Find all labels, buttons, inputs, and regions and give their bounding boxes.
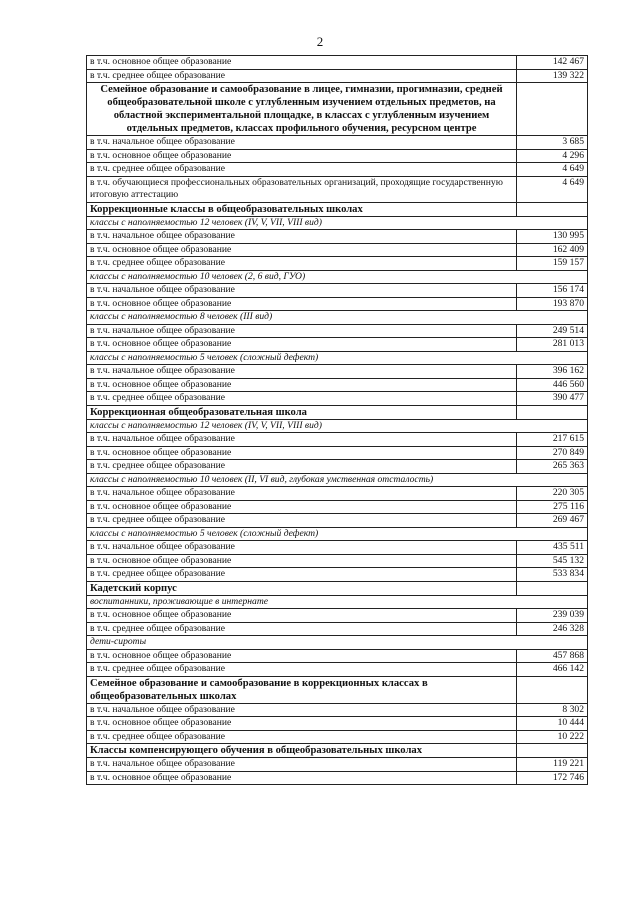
table-row — [87, 758, 588, 772]
row-value: 10 444 — [517, 717, 588, 731]
row-value: 269 467 — [517, 514, 588, 528]
row-value: 162 409 — [517, 243, 588, 257]
subsection-row — [87, 216, 588, 230]
subsection-label: классы с наполняемостью 12 человек (IV, V, VII, VIII вид) — [87, 216, 588, 230]
row-value: 8 302 — [517, 703, 588, 717]
cost-table — [86, 55, 588, 785]
row-value: 10 222 — [517, 730, 588, 744]
section-heading: Семейное образование и самообразование в лицее, гимназии, прогимназии, средней общеобразовательной школе с углубленным изучением отдельных предметов, на областной экспериментальной площадке, в классах с углубленным изучением отдельных предметов, классах профильного обучения, ресурсном центре — [87, 83, 517, 136]
table-row — [87, 257, 588, 271]
row-value — [517, 83, 588, 136]
subsection-row — [87, 595, 588, 609]
row-value: 156 174 — [517, 284, 588, 298]
row-label: в т.ч. начальное общее образование — [87, 703, 517, 717]
table-row — [87, 392, 588, 406]
row-label: в т.ч. среднее общее образование — [87, 257, 517, 271]
row-value — [517, 744, 588, 758]
row-value: 4 649 — [517, 163, 588, 177]
row-label: в т.ч. основное общее образование — [87, 717, 517, 731]
row-label: в т.ч. основное общее образование — [87, 338, 517, 352]
section-heading-row — [87, 83, 588, 136]
subsection-row — [87, 419, 588, 433]
row-label: в т.ч. основное общее образование — [87, 243, 517, 257]
table-row — [87, 338, 588, 352]
row-label: в т.ч. основное общее образование — [87, 446, 517, 460]
table-row — [87, 243, 588, 257]
row-label: в т.ч. среднее общее образование — [87, 730, 517, 744]
row-value: 275 116 — [517, 500, 588, 514]
row-label: в т.ч. основное общее образование — [87, 771, 517, 785]
table-row — [87, 771, 588, 785]
row-value: 3 685 — [517, 136, 588, 150]
row-label: в т.ч. основное общее образование — [87, 297, 517, 311]
subsection-label: воспитанники, проживающие в интернате — [87, 595, 588, 609]
table-row — [87, 176, 588, 202]
table-row — [87, 649, 588, 663]
subsection-label: дети-сироты — [87, 636, 588, 650]
table-row — [87, 69, 588, 83]
table-row — [87, 500, 588, 514]
row-value — [517, 405, 588, 419]
row-label: в т.ч. начальное общее образование — [87, 541, 517, 555]
row-label: в т.ч. начальное общее образование — [87, 365, 517, 379]
row-label: в т.ч. начальное общее образование — [87, 433, 517, 447]
subsection-label: классы с наполняемостью 5 человек (сложный дефект) — [87, 527, 588, 541]
table-row — [87, 487, 588, 501]
row-value: 270 849 — [517, 446, 588, 460]
row-label: в т.ч. среднее общее образование — [87, 69, 517, 83]
row-value: 533 834 — [517, 568, 588, 582]
subsection-label: классы с наполняемостью 8 человек (III вид) — [87, 311, 588, 325]
section-heading-row — [87, 676, 588, 703]
subsection-row — [87, 473, 588, 487]
subsection-label: классы с наполняемостью 10 человек (2, 6 вид, ГУО) — [87, 270, 588, 284]
table-row — [87, 136, 588, 150]
subsection-label: классы с наполняемостью 12 человек (IV, V, VII, VIII вид) — [87, 419, 588, 433]
table-row — [87, 663, 588, 677]
row-label: в т.ч. начальное общее образование — [87, 487, 517, 501]
table-row — [87, 297, 588, 311]
row-value: 390 477 — [517, 392, 588, 406]
subsection-label: классы с наполняемостью 5 человек (сложный дефект) — [87, 351, 588, 365]
row-label: в т.ч. среднее общее образование — [87, 568, 517, 582]
table-row — [87, 378, 588, 392]
row-label: в т.ч. среднее общее образование — [87, 460, 517, 474]
subsection-row — [87, 270, 588, 284]
table-row — [87, 622, 588, 636]
row-value — [517, 202, 588, 216]
row-value: 159 157 — [517, 257, 588, 271]
row-label: в т.ч. начальное общее образование — [87, 324, 517, 338]
row-value — [517, 676, 588, 703]
row-label: в т.ч. начальное общее образование — [87, 758, 517, 772]
table-row — [87, 433, 588, 447]
row-value: 545 132 — [517, 554, 588, 568]
row-label: в т.ч. среднее общее образование — [87, 663, 517, 677]
row-value: 281 013 — [517, 338, 588, 352]
table-row — [87, 149, 588, 163]
subsection-row — [87, 636, 588, 650]
row-label: в т.ч. обучающиеся профессиональных образовательных организаций, проходящие государственную итоговую аттестацию — [87, 176, 517, 202]
table-row — [87, 324, 588, 338]
row-label: в т.ч. основное общее образование — [87, 554, 517, 568]
row-label: в т.ч. основное общее образование — [87, 378, 517, 392]
table-row — [87, 365, 588, 379]
row-value — [517, 581, 588, 595]
row-value: 130 995 — [517, 230, 588, 244]
row-value: 239 039 — [517, 609, 588, 623]
row-label: в т.ч. основное общее образование — [87, 56, 517, 70]
subsection-row — [87, 311, 588, 325]
row-label: в т.ч. основное общее образование — [87, 149, 517, 163]
row-value: 457 868 — [517, 649, 588, 663]
row-value: 217 615 — [517, 433, 588, 447]
row-label: в т.ч. среднее общее образование — [87, 514, 517, 528]
row-label: в т.ч. основное общее образование — [87, 500, 517, 514]
table-row — [87, 56, 588, 70]
row-value: 4 296 — [517, 149, 588, 163]
row-value: 193 870 — [517, 297, 588, 311]
section-heading: Классы компенсирующего обучения в общеобразовательных школах — [87, 744, 517, 758]
row-value: 396 162 — [517, 365, 588, 379]
row-label: в т.ч. начальное общее образование — [87, 230, 517, 244]
row-value: 435 511 — [517, 541, 588, 555]
table-row — [87, 717, 588, 731]
section-heading-row — [87, 744, 588, 758]
row-value: 246 328 — [517, 622, 588, 636]
row-value: 446 560 — [517, 378, 588, 392]
table-row — [87, 284, 588, 298]
row-value: 466 142 — [517, 663, 588, 677]
section-heading-row — [87, 405, 588, 419]
table-row — [87, 609, 588, 623]
row-value: 119 221 — [517, 758, 588, 772]
section-heading-row — [87, 581, 588, 595]
row-value: 4 649 — [517, 176, 588, 202]
row-value: 265 363 — [517, 460, 588, 474]
subsection-label: классы с наполняемостью 10 человек (II, VI вид, глубокая умственная отсталость) — [87, 473, 588, 487]
row-value: 249 514 — [517, 324, 588, 338]
row-label: в т.ч. среднее общее образование — [87, 163, 517, 177]
row-label: в т.ч. начальное общее образование — [87, 136, 517, 150]
table-row — [87, 514, 588, 528]
table-row — [87, 554, 588, 568]
subsection-row — [87, 527, 588, 541]
table-row — [87, 446, 588, 460]
table-row — [87, 230, 588, 244]
page-number: 2 — [316, 34, 324, 49]
row-value: 172 746 — [517, 771, 588, 785]
row-value: 142 467 — [517, 56, 588, 70]
row-label: в т.ч. среднее общее образование — [87, 622, 517, 636]
table-row — [87, 460, 588, 474]
table-row — [87, 703, 588, 717]
section-heading: Кадетский корпус — [87, 581, 517, 595]
row-label: в т.ч. основное общее образование — [87, 609, 517, 623]
table-row — [87, 568, 588, 582]
section-heading: Семейное образование и самообразование в коррекционных классах в общеобразовательных школах — [87, 676, 517, 703]
table-row — [87, 163, 588, 177]
section-heading: Коррекционные классы в общеобразовательных школах — [87, 202, 517, 216]
row-label: в т.ч. основное общее образование — [87, 649, 517, 663]
table-row — [87, 730, 588, 744]
subsection-row — [87, 351, 588, 365]
row-label: в т.ч. среднее общее образование — [87, 392, 517, 406]
section-heading: Коррекционная общеобразовательная школа — [87, 405, 517, 419]
row-label: в т.ч. начальное общее образование — [87, 284, 517, 298]
row-value: 220 305 — [517, 487, 588, 501]
section-heading-row — [87, 202, 588, 216]
table-body — [87, 56, 588, 785]
table-row — [87, 541, 588, 555]
row-value: 139 322 — [517, 69, 588, 83]
